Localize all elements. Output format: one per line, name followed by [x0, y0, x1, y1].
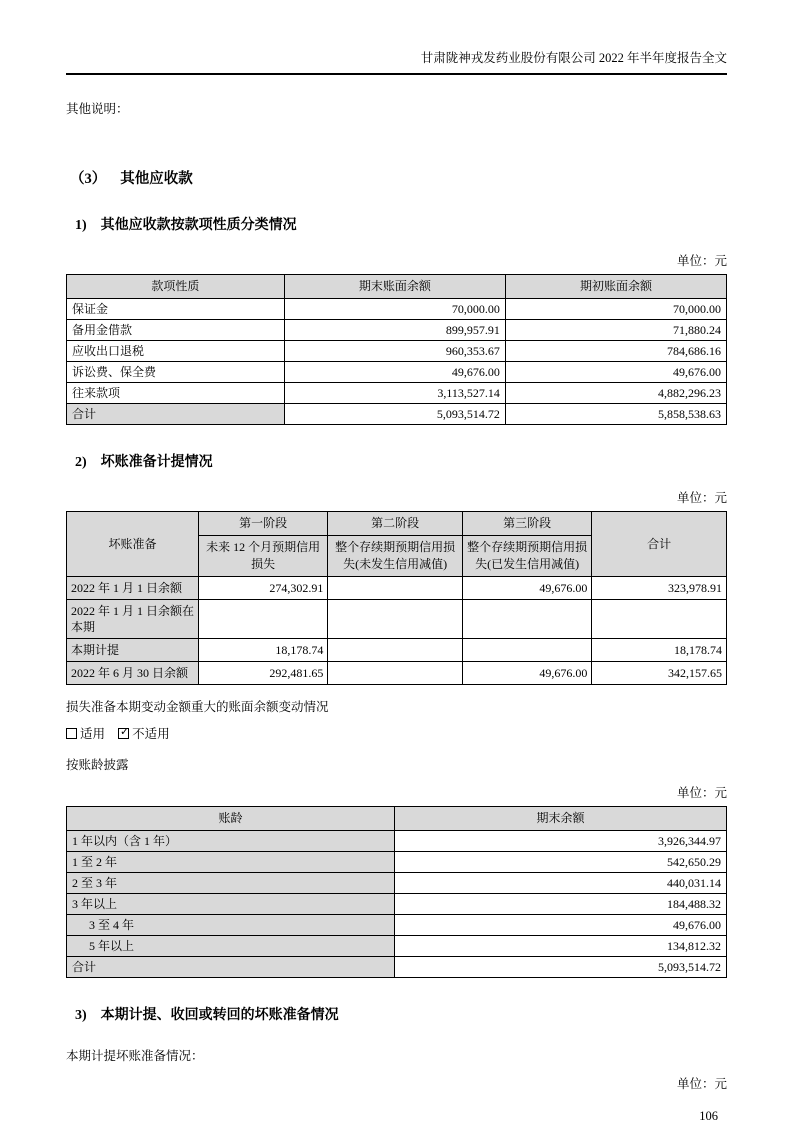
cell-nature: 往来款项: [67, 383, 285, 404]
cell-ending: 899,957.91: [284, 320, 505, 341]
table-row: [67, 600, 727, 639]
col-header-total: 合计: [592, 512, 727, 577]
page-number: 106: [699, 1108, 718, 1123]
cell-aging: 3 至 4 年: [67, 914, 395, 935]
col-subheader-stage2-desc: 整个存续期预期信用损失(未发生信用减值): [328, 536, 463, 577]
cell-stage2: [328, 662, 463, 685]
subsection-title: 本期计提、收回或转回的坏账准备情况: [100, 1007, 339, 1023]
col-header-nature: 款项性质: [67, 275, 285, 299]
cell-balance: 542,650.29: [395, 851, 727, 872]
subsection-heading-classification: [66, 214, 727, 234]
nature-classification-table: [66, 274, 727, 425]
cell-aging: 2 至 3 年: [67, 872, 395, 893]
section-heading-other-receivables: [66, 167, 727, 188]
cell-nature: 诉讼费、保全费: [67, 362, 285, 383]
applicability-options: [66, 724, 727, 743]
table-row: [67, 577, 727, 600]
total-row: [67, 956, 727, 977]
cell-aging: 5 年以上: [67, 935, 395, 956]
cell-stage3: [462, 639, 591, 662]
cell-balance: 440,031.14: [395, 872, 727, 893]
section-number: （3）: [70, 171, 107, 187]
cell-total: 323,978.91: [592, 577, 727, 600]
cell-total: 18,178.74: [592, 639, 727, 662]
col-header-ending-balance: 期末账面余额: [284, 275, 505, 299]
table-row: [67, 341, 727, 362]
cell-total-label: 合计: [67, 404, 285, 425]
check-mark: ✓: [120, 725, 130, 738]
subsection-heading-bad-debt-provision: [66, 451, 727, 471]
section-title: 其他应收款: [120, 171, 193, 187]
table-row: [67, 639, 727, 662]
cell-ending: 960,353.67: [284, 341, 505, 362]
cell-stage2: [328, 639, 463, 662]
table-row: [67, 830, 727, 851]
table-row: [67, 935, 727, 956]
subsection-title: 坏账准备计提情况: [100, 455, 213, 470]
cell-stage3: 49,676.00: [462, 577, 591, 600]
col-header-beginning-balance: 期初账面余额: [505, 275, 726, 299]
option-not-applicable: [118, 724, 170, 742]
table-row: [67, 362, 727, 383]
cell-stage1: 18,178.74: [199, 639, 328, 662]
subsection-title: 其他应收款按款项性质分类情况: [100, 218, 297, 233]
unit-label: 单位：元: [676, 254, 727, 268]
table-row: [67, 914, 727, 935]
unit-label: 单位：元: [676, 491, 727, 505]
cell-row-label: 本期计提: [67, 639, 199, 662]
cell-beginning: 70,000.00: [505, 299, 726, 320]
cell-total-balance: 5,093,514.72: [395, 956, 727, 977]
total-row: [67, 404, 727, 425]
col-header-stage2: 第二阶段: [328, 512, 463, 536]
cell-beginning: 49,676.00: [505, 362, 726, 383]
cell-stage3: [462, 600, 591, 639]
cell-total-ending: 5,093,514.72: [284, 404, 505, 425]
table-header-row: [67, 512, 727, 536]
cell-balance: 134,812.32: [395, 935, 727, 956]
subsection-number: 3): [75, 1007, 87, 1023]
cell-balance: 3,926,344.97: [395, 830, 727, 851]
table-row: [67, 299, 727, 320]
cell-stage2: [328, 577, 463, 600]
table-header-row: [67, 275, 727, 299]
cell-total: 342,157.65: [592, 662, 727, 685]
col-header-ending-balance: 期末余额: [395, 806, 727, 830]
unit-label: 单位：元: [676, 785, 727, 800]
aging-disclosure-note: 按账龄披露: [66, 757, 129, 772]
report-header-title: 甘肃陇神戎发药业股份有限公司 2022 年半年度报告全文: [66, 48, 727, 75]
cell-beginning: 4,882,296.23: [505, 383, 726, 404]
cell-aging: 1 至 2 年: [67, 851, 395, 872]
cell-stage2: [328, 600, 463, 639]
option-applicable: [66, 724, 105, 742]
table-row: [67, 893, 727, 914]
table-row: [67, 872, 727, 893]
cell-balance: 49,676.00: [395, 914, 727, 935]
checkbox-unchecked-icon: [66, 728, 77, 739]
cell-row-label: 2022 年 1 月 1 日余额: [67, 577, 199, 600]
cell-nature: 应收出口退税: [67, 341, 285, 362]
aging-table: [66, 806, 727, 978]
cell-balance: 184,488.32: [395, 893, 727, 914]
cell-total-label: 合计: [67, 956, 395, 977]
cell-row-label: 2022 年 6 月 30 日余额: [67, 662, 199, 685]
cell-ending: 3,113,527.14: [284, 383, 505, 404]
bad-debt-provision-table: [66, 511, 727, 685]
table-row: [67, 662, 727, 685]
cell-total: [592, 600, 727, 639]
cell-aging: 3 年以上: [67, 893, 395, 914]
unit-label: 单位：元: [676, 1076, 727, 1091]
cell-row-label: 2022 年 1 月 1 日余额在本期: [67, 600, 199, 639]
cell-ending: 49,676.00: [284, 362, 505, 383]
table-header-row: [67, 806, 727, 830]
corner-header-bad-debt: 坏账准备: [67, 512, 199, 577]
cell-total-beginning: 5,858,538.63: [505, 404, 726, 425]
current-provision-note: 本期计提坏账准备情况：: [66, 1048, 204, 1063]
cell-ending: 70,000.00: [284, 299, 505, 320]
option-label: 适用: [80, 727, 106, 741]
subsection-heading-provision-recovery: [66, 1004, 727, 1024]
checkbox-checked-icon: [118, 725, 130, 739]
subsection-number: 2): [75, 455, 87, 470]
cell-nature: 保证金: [67, 299, 285, 320]
cell-stage1: [199, 600, 328, 639]
option-label: 不适用: [132, 727, 170, 741]
cell-aging: 1 年以内（含 1 年）: [67, 830, 395, 851]
col-subheader-stage3-desc: 整个存续期预期信用损失(已发生信用减值): [462, 536, 591, 577]
cell-stage3: 49,676.00: [462, 662, 591, 685]
cell-stage1: 292,481.65: [199, 662, 328, 685]
col-header-stage1: 第一阶段: [199, 512, 328, 536]
col-header-aging: 账龄: [67, 806, 395, 830]
other-note: 其他说明：: [66, 102, 129, 116]
subsection-number: 1): [75, 218, 87, 233]
table-row: [67, 320, 727, 341]
col-subheader-stage1-desc: 未来 12 个月预期信用损失: [199, 536, 328, 577]
col-header-stage3: 第三阶段: [462, 512, 591, 536]
cell-beginning: 784,686.16: [505, 341, 726, 362]
cell-stage1: 274,302.91: [199, 577, 328, 600]
cell-nature: 备用金借款: [67, 320, 285, 341]
table-row: [67, 851, 727, 872]
table-row: [67, 383, 727, 404]
material-change-note: 损失准备本期变动金额重大的账面余额变动情况: [66, 700, 329, 714]
cell-beginning: 71,880.24: [505, 320, 726, 341]
